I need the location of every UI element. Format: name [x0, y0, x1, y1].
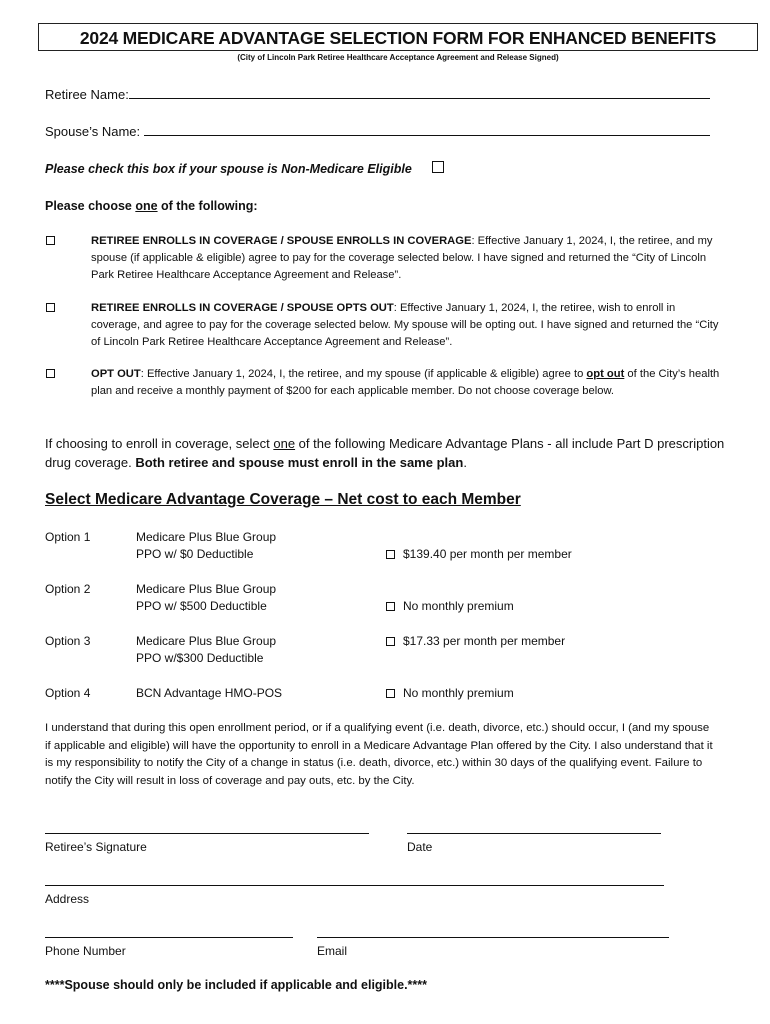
choice-heading: RETIREE ENROLLS IN COVERAGE / SPOUSE ENROLLS IN COVERAGE	[91, 235, 472, 247]
choose-one: one	[135, 199, 158, 213]
option-plan	[136, 581, 376, 615]
option-premium: No monthly premium	[403, 686, 514, 700]
email-label: Email	[317, 944, 348, 958]
enroll-text: If choosing to enroll in coverage, select	[45, 436, 274, 451]
choose-prefix: Please choose	[45, 199, 136, 213]
plan-line: Medicare Plus Blue Group	[136, 634, 277, 648]
option-premium: $17.33 per month per member	[403, 634, 566, 648]
phone-label: Phone Number	[45, 944, 126, 958]
plan-line: BCN Advantage HMO-POS	[136, 686, 283, 700]
option-premium-row	[386, 686, 514, 700]
choice-enroll-both	[91, 233, 723, 284]
choice-spouse-opts-out	[91, 300, 723, 351]
option-label: Option 2	[45, 582, 91, 596]
date-field[interactable]	[407, 833, 661, 834]
non-medicare-label: Please check this box if your spouse is Non-Medicare Eligible	[45, 162, 412, 176]
choice-enroll-both-checkbox[interactable]	[46, 236, 55, 245]
choice-text: : Effective January 1, 2024, I, the retiree, and my spouse (if applicable & eligible) agree to pay for the coverage selected below. I have signed and returned the “City of Lincoln Park Retiree Healthcare Acceptance Agreement and Release”.	[91, 235, 713, 281]
enroll-emphasis: Both retiree and spouse must enroll in the same plan	[135, 455, 464, 470]
choice-text: : Effective January 1, 2024, I, the retiree, and my spouse (if applicable & eligible) agree to	[140, 368, 587, 380]
date-label: Date	[407, 840, 433, 854]
enroll-instructions	[45, 434, 735, 472]
option-premium-row	[386, 634, 565, 648]
enroll-one: one	[273, 436, 296, 451]
form-title: 2024 MEDICARE ADVANTAGE SELECTION FORM FOR ENHANCED BENEFITS	[79, 28, 717, 48]
choice-opt-out-emphasis: opt out	[586, 368, 625, 380]
option-1-checkbox[interactable]	[386, 550, 395, 559]
enroll-text: .	[463, 455, 467, 470]
choice-text: of the City’s health plan and receive a monthly payment of $200 for each applicable member. Do not choose coverage below.	[91, 368, 720, 397]
address-field[interactable]	[45, 885, 664, 886]
choose-instruction	[45, 199, 258, 213]
retiree-signature-label: Retiree’s Signature	[45, 840, 147, 854]
option-plan	[136, 633, 376, 667]
option-premium-row	[386, 599, 514, 613]
choice-opt-out-checkbox[interactable]	[46, 369, 55, 378]
option-plan	[136, 685, 376, 702]
choice-text: : Effective January 1, 2024, I, the retiree, wish to enroll in coverage, and agree to pay for the coverage selected below. My spouse will be opting out. I have signed and returned the “City of Lincoln Park Retiree Healthcare Acceptance Agreement and Release”.	[91, 302, 719, 348]
retiree-name-field[interactable]	[129, 87, 710, 99]
choice-heading: OPT OUT	[91, 368, 141, 380]
form-subtitle: (City of Lincoln Park Retiree Healthcare Acceptance Agreement and Release Signed)	[237, 53, 559, 62]
retiree-name-row	[45, 87, 710, 102]
plan-line: Medicare Plus Blue Group	[136, 530, 277, 544]
retiree-name-label: Retiree Name:	[45, 87, 129, 102]
plan-line: PPO w/$300 Deductible	[136, 651, 264, 665]
spouse-name-row	[45, 124, 710, 139]
non-medicare-row	[45, 160, 412, 178]
option-4-checkbox[interactable]	[386, 689, 395, 698]
address-label: Address	[45, 892, 90, 906]
choose-suffix: of the following:	[157, 199, 258, 213]
plan-line: PPO w/ $500 Deductible	[136, 599, 267, 613]
option-label: Option 4	[45, 686, 91, 700]
option-plan	[136, 529, 376, 563]
email-field[interactable]	[317, 937, 669, 938]
spouse-name-field[interactable]	[144, 124, 710, 136]
option-premium-row	[386, 547, 572, 561]
option-label: Option 1	[45, 530, 91, 544]
spouse-name-label: Spouse’s Name:	[45, 124, 141, 139]
option-label: Option 3	[45, 634, 91, 648]
understanding-statement: I understand that during this open enrollment period, or if a qualifying event (i.e. death, divorce, etc.) should occur, I (and my spouse if applicable and eligible) will have the opportunity to enroll in a Medicare Advantage Plan offered by the City. I also understand that it is my responsibility to notify the City of a change in status (i.e. death, divorce, etc.) within 30 days of the qualifying event. Failure to notify the City will result in loss of coverage and pay outs, etc. by the City.	[45, 722, 713, 787]
choice-spouse-opts-out-checkbox[interactable]	[46, 303, 55, 312]
option-premium: No monthly premium	[403, 599, 514, 613]
plan-line: Medicare Plus Blue Group	[136, 582, 277, 596]
option-2-checkbox[interactable]	[386, 602, 395, 611]
spouse-footnote: ****Spouse should only be included if applicable and eligible.****	[45, 978, 428, 992]
option-3-checkbox[interactable]	[386, 637, 395, 646]
plan-line: PPO w/ $0 Deductible	[136, 547, 254, 561]
enroll-text: of the following Medicare Advantage Plans - all include Part D prescription drug coverage.	[45, 436, 725, 470]
non-medicare-checkbox[interactable]	[432, 161, 444, 173]
coverage-section-heading: Select Medicare Advantage Coverage – Net cost to each Member	[45, 491, 521, 508]
phone-field[interactable]	[45, 937, 293, 938]
retiree-signature-field[interactable]	[45, 833, 369, 834]
choice-opt-out	[91, 366, 723, 400]
option-premium: $139.40 per month per member	[403, 547, 572, 561]
choice-heading: RETIREE ENROLLS IN COVERAGE / SPOUSE OPTS OUT	[91, 302, 394, 314]
